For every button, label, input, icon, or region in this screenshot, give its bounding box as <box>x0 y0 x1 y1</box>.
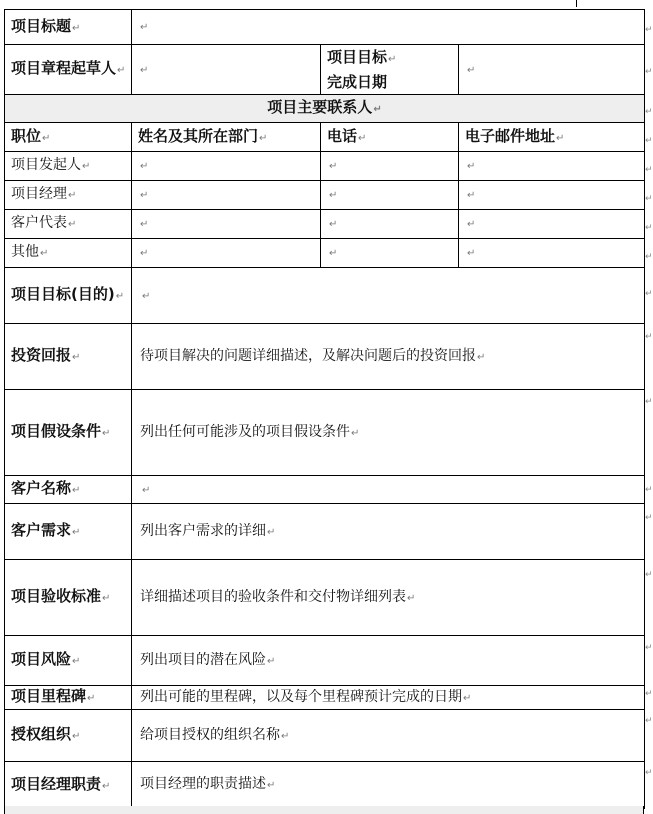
row-end-mark: ↵ <box>645 107 653 117</box>
paragraph-mark: ↵ <box>556 132 565 144</box>
contact-row-sponsor <box>5 152 645 181</box>
paragraph-mark: ↵ <box>42 132 51 144</box>
row-end-mark: ↵ <box>645 513 653 523</box>
contacts-header: 项目主要联系人 <box>267 98 373 116</box>
row-end-mark: ↵ <box>645 223 653 233</box>
project-title-label: 项目标题 <box>11 16 72 35</box>
row-end-mark: ↵ <box>645 332 653 342</box>
section-label-cell <box>5 762 132 809</box>
section-label: 授权组织 <box>11 725 72 743</box>
contacts-header-cell <box>5 95 645 123</box>
paragraph-mark: ↵ <box>68 219 77 230</box>
paragraph-mark: ↵ <box>267 526 276 538</box>
paragraph-mark: ↵ <box>87 693 96 704</box>
paragraph-mark: ↵ <box>140 22 149 33</box>
section-row-customer-name <box>5 476 645 504</box>
paragraph-mark: ↵ <box>40 248 49 259</box>
paragraph-mark: ↵ <box>329 219 338 230</box>
section-content-cell[interactable] <box>132 390 645 476</box>
paragraph-mark: ↵ <box>142 484 151 496</box>
section-label-cell <box>5 710 132 762</box>
target-date-label-line2: 完成日期 <box>327 72 388 91</box>
contact-role-cell <box>5 181 132 210</box>
paragraph-mark: ↵ <box>142 290 151 302</box>
contact-email-cell[interactable] <box>459 181 645 210</box>
contact-email-cell[interactable] <box>459 152 645 181</box>
paragraph-mark: ↵ <box>140 161 149 172</box>
row-end-mark: ↵ <box>645 252 653 262</box>
section-label: 项目经理职责 <box>11 774 102 793</box>
section-content: 列出可能的里程碑，以及每个里程碑预计完成的日期 <box>140 688 462 705</box>
cell-charter-author-label <box>5 45 132 95</box>
section-content-cell[interactable] <box>132 560 645 636</box>
paragraph-mark: ↵ <box>72 22 81 34</box>
next-section-band <box>4 806 644 814</box>
project-charter-table <box>4 9 645 809</box>
contact-name-cell[interactable] <box>132 181 321 210</box>
section-label: 客户需求 <box>11 521 72 539</box>
paragraph-mark: ↵ <box>68 190 77 201</box>
contact-email-cell[interactable] <box>459 239 645 268</box>
section-content-cell[interactable] <box>132 762 645 809</box>
row-end-mark: ↵ <box>645 136 653 146</box>
section-row-assumptions <box>5 390 645 476</box>
paragraph-mark: ↵ <box>72 485 81 496</box>
cell-project-title-value[interactable] <box>132 10 645 45</box>
ruler-tab-marker <box>576 0 577 7</box>
section-row-authorizing-organization <box>5 710 645 762</box>
paragraph-mark: ↵ <box>467 64 476 76</box>
row-end-mark: ↵ <box>645 716 653 726</box>
paragraph-mark: ↵ <box>140 248 149 259</box>
paragraph-mark: ↵ <box>140 64 149 76</box>
contact-name-cell[interactable] <box>132 152 321 181</box>
paragraph-mark: ↵ <box>102 428 111 439</box>
section-content-cell[interactable] <box>132 268 645 324</box>
paragraph-mark: ↵ <box>467 161 476 172</box>
paragraph-mark: ↵ <box>407 592 416 604</box>
paragraph-mark: ↵ <box>267 655 276 667</box>
section-content-cell[interactable] <box>132 710 645 762</box>
section-label: 项目里程碑 <box>11 687 87 705</box>
cell-target-date-label <box>321 45 459 95</box>
row-end-mark: ↵ <box>645 194 653 204</box>
row-end-mark: ↵ <box>645 25 653 35</box>
column-header-phone <box>321 123 459 152</box>
paragraph-mark: ↵ <box>467 219 476 230</box>
contact-role: 其他 <box>11 244 39 260</box>
section-row-acceptance-criteria <box>5 560 645 636</box>
column-header-position <box>5 123 132 152</box>
section-content: 详细描述项目的验收条件和交付物详细列表 <box>140 588 406 605</box>
section-label: 项目风险 <box>11 650 72 668</box>
paragraph-mark: ↵ <box>388 53 397 65</box>
section-label: 投资回报 <box>11 346 72 364</box>
contact-row-other <box>5 239 645 268</box>
paragraph-mark: ↵ <box>358 132 367 144</box>
column-header-name-department <box>132 123 321 152</box>
row-charter-author <box>5 45 645 95</box>
contact-phone-cell[interactable] <box>321 210 459 239</box>
paragraph-mark: ↵ <box>373 104 382 115</box>
section-content-cell[interactable] <box>132 686 645 710</box>
section-content: 列出任何可能涉及的项目假设条件 <box>140 423 350 440</box>
contact-phone-cell[interactable] <box>321 152 459 181</box>
contact-role: 项目发起人 <box>11 157 81 173</box>
row-end-mark: ↵ <box>645 289 653 299</box>
row-project-title <box>5 10 645 45</box>
paragraph-mark: ↵ <box>281 730 290 742</box>
paragraph-mark: ↵ <box>267 780 276 791</box>
section-content-cell[interactable] <box>132 476 645 504</box>
section-content-cell[interactable] <box>132 324 645 390</box>
paragraph-mark: ↵ <box>463 692 472 704</box>
row-end-mark: ↵ <box>645 768 653 778</box>
section-label-cell <box>5 390 132 476</box>
section-label-cell <box>5 636 132 686</box>
row-contact-columns <box>5 123 645 152</box>
paragraph-mark: ↵ <box>115 291 125 302</box>
paragraph-mark: ↵ <box>82 161 91 172</box>
row-end-mark: ↵ <box>645 165 653 175</box>
paragraph-mark: ↵ <box>329 248 338 259</box>
paragraph-mark: ↵ <box>467 248 476 259</box>
contact-name-cell[interactable] <box>132 239 321 268</box>
row-end-mark: ↵ <box>645 485 653 495</box>
paragraph-mark: ↵ <box>102 780 111 792</box>
paragraph-mark: ↵ <box>72 656 81 667</box>
column-header-email <box>459 123 645 152</box>
row-end-mark: ↵ <box>645 570 653 580</box>
contact-row-project-manager <box>5 181 645 210</box>
row-end-mark: ↵ <box>645 397 653 407</box>
row-end-mark: ↵ <box>645 689 653 699</box>
section-label-cell <box>5 268 132 324</box>
paragraph-mark: ↵ <box>467 190 476 201</box>
section-row-objective <box>5 268 645 324</box>
cell-project-title-label <box>5 10 132 45</box>
paragraph-mark: ↵ <box>72 527 81 538</box>
section-label: 项目验收标准 <box>11 587 102 605</box>
cell-target-date-value[interactable] <box>459 45 645 95</box>
paragraph-mark: ↵ <box>140 190 149 201</box>
section-content-cell[interactable] <box>132 636 645 686</box>
section-label: 项目假设条件 <box>11 422 102 440</box>
paragraph-mark: ↵ <box>351 427 360 439</box>
section-label: 客户名称 <box>11 479 72 497</box>
contact-role-cell <box>5 239 132 268</box>
section-content: 列出项目的潜在风险 <box>140 651 266 668</box>
section-label-cell <box>5 560 132 636</box>
paragraph-mark: ↵ <box>102 593 111 604</box>
paragraph-mark: ↵ <box>140 219 149 230</box>
contact-row-customer-rep <box>5 210 645 239</box>
contact-role: 项目经理 <box>11 186 67 202</box>
section-row-risks <box>5 636 645 686</box>
paragraph-mark: ↵ <box>117 65 126 76</box>
contact-role-cell <box>5 152 132 181</box>
section-row-roi <box>5 324 645 390</box>
section-row-customer-requirements <box>5 504 645 560</box>
row-end-marks <box>645 0 651 814</box>
paragraph-mark: ↵ <box>329 190 338 201</box>
section-content: 待项目解决的问题详细描述，及解决问题后的投资回报 <box>140 347 476 364</box>
section-label: 项目目标(目的) <box>11 285 115 303</box>
section-label-cell <box>5 504 132 560</box>
paragraph-mark: ↵ <box>259 132 268 144</box>
section-row-pm-responsibilities <box>5 762 645 809</box>
position-header: 职位 <box>11 126 42 145</box>
section-content: 项目经理的职责描述 <box>140 776 266 792</box>
section-label-cell <box>5 476 132 504</box>
section-content: 列出客户需求的详细 <box>140 522 266 539</box>
phone-header: 电话 <box>327 126 358 145</box>
section-label-cell <box>5 686 132 710</box>
row-contacts-header <box>5 95 645 123</box>
paragraph-mark: ↵ <box>72 731 81 742</box>
contact-email-cell[interactable] <box>459 210 645 239</box>
paragraph-mark: ↵ <box>329 161 338 172</box>
target-date-label-line1: 项目目标 <box>327 47 388 66</box>
paragraph-mark: ↵ <box>72 352 81 363</box>
paragraph-mark: ↵ <box>477 351 486 363</box>
cell-charter-author-value[interactable] <box>132 45 321 95</box>
row-end-mark: ↵ <box>645 67 653 77</box>
section-row-milestones <box>5 686 645 710</box>
contact-name-cell[interactable] <box>132 210 321 239</box>
charter-author-label: 项目章程起草人 <box>11 59 117 77</box>
section-content: 给项目授权的组织名称 <box>140 726 280 743</box>
row-end-mark: ↵ <box>645 643 653 653</box>
contact-role-cell <box>5 210 132 239</box>
contact-phone-cell[interactable] <box>321 239 459 268</box>
email-header: 电子邮件地址 <box>465 126 556 145</box>
section-label-cell <box>5 324 132 390</box>
contact-role: 客户代表 <box>11 215 67 231</box>
section-content-cell[interactable] <box>132 504 645 560</box>
name-department-header: 姓名及其所在部门 <box>138 126 259 145</box>
contact-phone-cell[interactable] <box>321 181 459 210</box>
